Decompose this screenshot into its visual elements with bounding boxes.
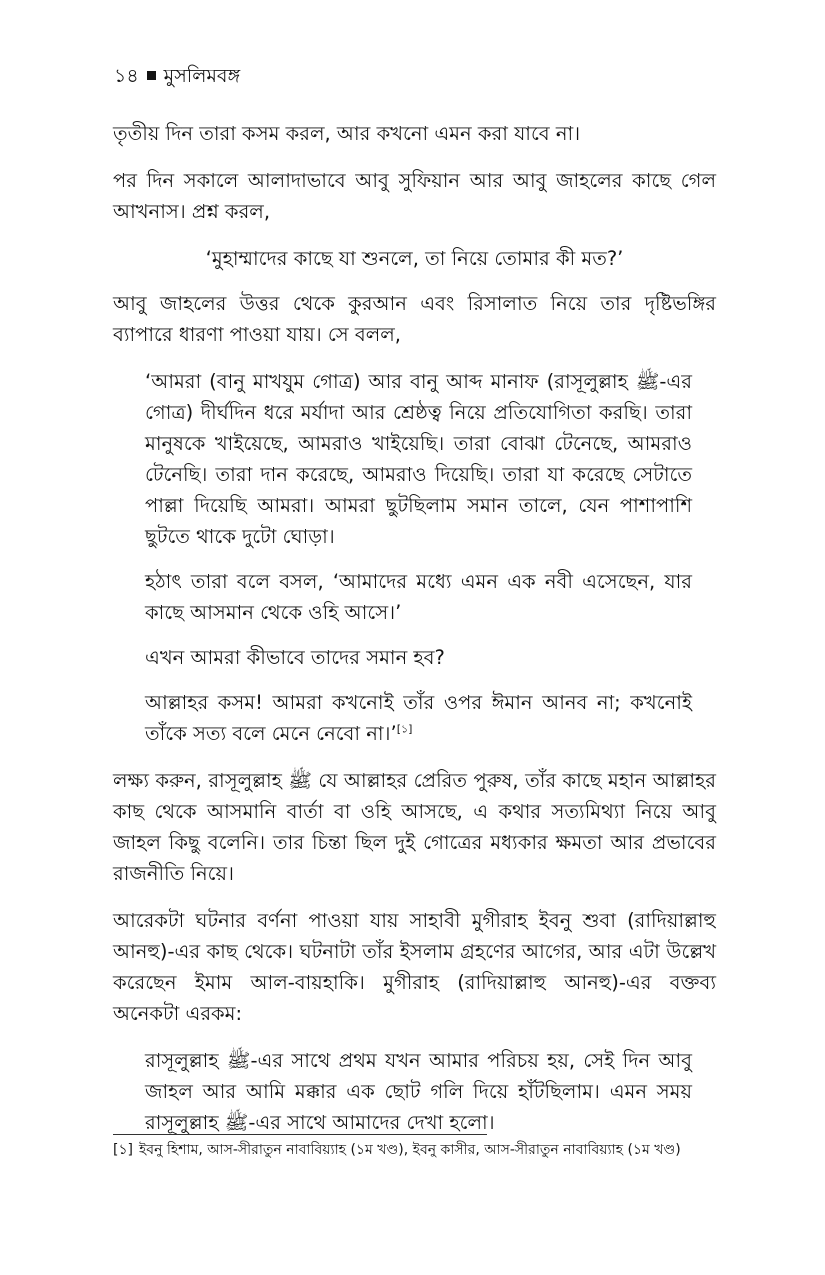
paragraph-2: পর দিন সকালে আলাদাভাবে আবু সুফিয়ান আর আবু জাহলের কাছে গেল আখনাস। প্রশ্ন করল, xyxy=(113,169,716,223)
square-separator-icon xyxy=(147,71,156,80)
body-text xyxy=(113,118,716,1154)
paragraph-1: তৃতীয় দিন তারা কসম করল, আর কখনো এমন করা যাবে না। xyxy=(113,122,581,145)
paragraph-5: আরেকটা ঘটনার বর্ণনা পাওয়া যায় সাহাবী মুগীরাহ ইবনু শুবা (রাদিয়াল্লাহু আনহু)-এর কাছ থেকে। ঘটনাটা তাঁর ইসলাম গ্রহণের আগের, আর এটা উল্লেখ করেছেন ইমাম আল-বায়হাকি। মুগীরাহ (রাদিয়াল্লাহু আনহু)-এর বক্তব্য অনেকটা এরকম: xyxy=(113,909,716,1025)
footnote-text: ইবনু হিশাম, আস-সীরাতুন নাবাবিয়্যাহ (১ম খণ্ড), ইবনু কাসীর, আস-সীরাতুন নাবাবিয়্যাহ (১ম খণ্ড) xyxy=(139,1142,681,1158)
paragraph-4: লক্ষ্য করুন, রাসূলুল্লাহ ﷺ যে আল্লাহর প্রেরিত পুরুষ, তাঁর কাছে মহান আল্লাহর কাছ থেকে আসমানি বার্তা বা ওহি আসছে, এ কথার সত্যমিথ্যা নিয়ে আবু জাহল কিছু বলেনি। তার চিন্তা ছিল দুই গোত্রের মধ্যকার ক্ষমতা আর প্রভাবের রাজনীতি নিয়ে। xyxy=(113,769,716,885)
footnote-reference[interactable]: [১] xyxy=(396,722,413,736)
book-title: মুসলিমবঙ্গ xyxy=(163,65,241,87)
running-header xyxy=(114,64,240,88)
block-quote-5: রাসূলুল্লাহ ﷺ-এর সাথে প্রথম যখন আমার পরিচয় হয়, সেই দিন আবু জাহল আর আমি মক্কার এক ছোট গলি দিয়ে হাঁটছিলাম। এমন সময় রাসূলুল্লাহ ﷺ-এর সাথে আমাদের দেখা হলো। xyxy=(145,1049,693,1134)
footnote-marker: [১] xyxy=(113,1142,134,1158)
block-quote-1: ‘আমরা (বানু মাখযুম গোত্র) আর বানু আব্দ মানাফ (রাসূলুল্লাহ ﷺ-এর গোত্র) দীর্ঘদিন ধরে মর্যাদা আর শ্রেষ্ঠত্ব নিয়ে প্রতিযোগিতা করছি। তারা মানুষকে খাইয়েছে, আমরাও খাইয়েছি। তারা বোঝা টেনেছে, আমরাও টেনেছি। তারা দান করেছে, আমরাও দিয়েছি। তারা যা করেছে সেটাতে পাল্লা দিয়েছি আমরা। আমরা ছুটছিলাম সমান তালে, যেন পাশাপাশি ছুটতে থাকে দুটো ঘোড়া। xyxy=(145,370,692,548)
block-quote-2: হঠাৎ তারা বলে বসল, ‘আমাদের মধ্যে এমন এক নবী এসেছেন, যার কাছে আসমান থেকে ওহি আসে।’ xyxy=(145,570,692,624)
centered-quote: ‘মুহাম্মাদের কাছে যা শুনলে, তা নিয়ে তোমার কী মত?’ xyxy=(205,247,624,270)
paragraph-3: আবু জাহলের উত্তর থেকে কুরআন এবং রিসালাত নিয়ে তার দৃষ্টিভঙ্গির ব্যাপারে ধারণা পাওয়া যায়। সে বলল, xyxy=(113,292,716,346)
footnote xyxy=(113,1140,716,1161)
block-quote-4 xyxy=(145,687,692,749)
block-quote-3: এখন আমরা কীভাবে তাদের সমান হব? xyxy=(145,646,445,669)
footnote-divider xyxy=(113,1134,487,1135)
page-number: ১৪ xyxy=(114,65,139,87)
block-quote-4-text: আল্লাহর কসম! আমরা কখনোই তাঁর ওপর ঈমান আনব না; কখনোই তাঁকে সত্য বলে মেনে নেবো না।’ xyxy=(145,691,692,745)
